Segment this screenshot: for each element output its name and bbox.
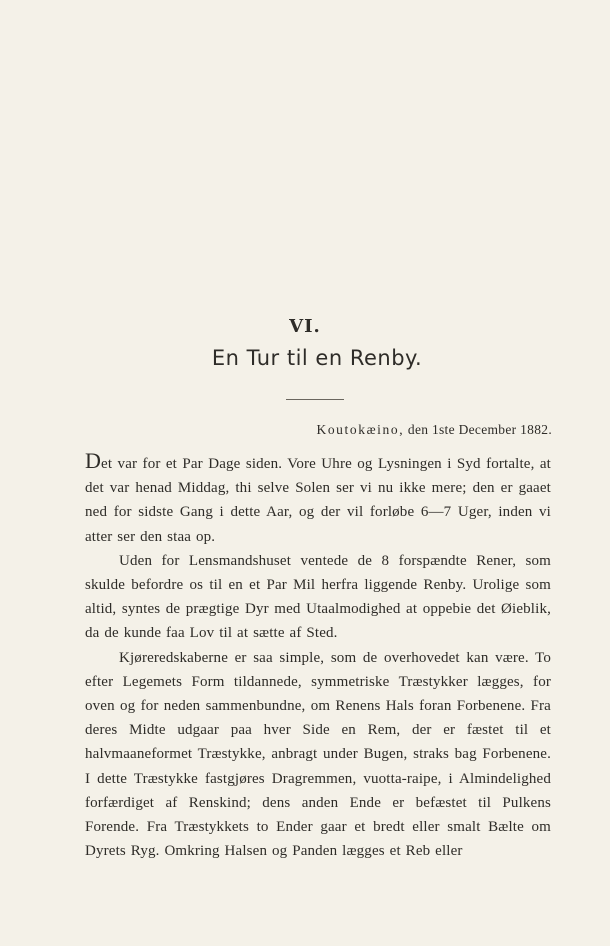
body-text: [85, 448, 551, 863]
dateline-place: Koutokæino,: [316, 422, 405, 437]
chapter-title: En Tur til en Renby.: [211, 346, 423, 370]
paragraph-2: Uden for Lensmandshuset ventede de 8 forspændte Rener, som skulde befordre os til en et Par Mil herfra liggende Renby. Urolige som altid, syntes de prægtige Dyr med Utaalmodighed at oppebie det Øieblik, da de kunde faa Lov til at sætte af Sted.: [85, 552, 551, 642]
paragraph-3: Kjøreredskaberne er saa simple, som de overhovedet kan være. To efter Legemets Form tildannede, symmetriske Træstykker lægges, for oven og for neden sammenbundne, om Renens Hals foran Forbenene. Fra deres Midte udgaar paa hver Side en Rem, der er fæstet til et halvmaaneformet Træstykke, anbragt under Bugen, straks bag Forbenene. I dette Træstykke fastgjøres Dragremmen, vuotta-raipe, i Almindelighed forfærdiget af Renskind; dens anden Ende er befæstet til Pulkens Forende. Fra Træstykkets to Ender gaar et bredt eller smalt Bælte om Dyrets Ryg. Omkring Halsen og Panden lægges et Reb eller: [85, 649, 551, 860]
drop-cap: D: [85, 448, 102, 473]
dateline: [316, 422, 552, 438]
dateline-date: den 1ste December 1882.: [407, 422, 552, 437]
paragraph-1: [85, 448, 551, 549]
title-rule: [286, 399, 344, 400]
chapter-number: VI.: [289, 316, 321, 337]
paragraph-1-text: et var for et Par Dage siden. Vore Uhre og Lysningen i Syd fortalte, at det var henad Middag, thi selve Solen ser vi nu ikke mere; den er gaaet ned for sidste Gang i dette Aar, og der vil forløbe 6—7 Uger, inden vi atter ser den staa op.: [85, 456, 551, 545]
